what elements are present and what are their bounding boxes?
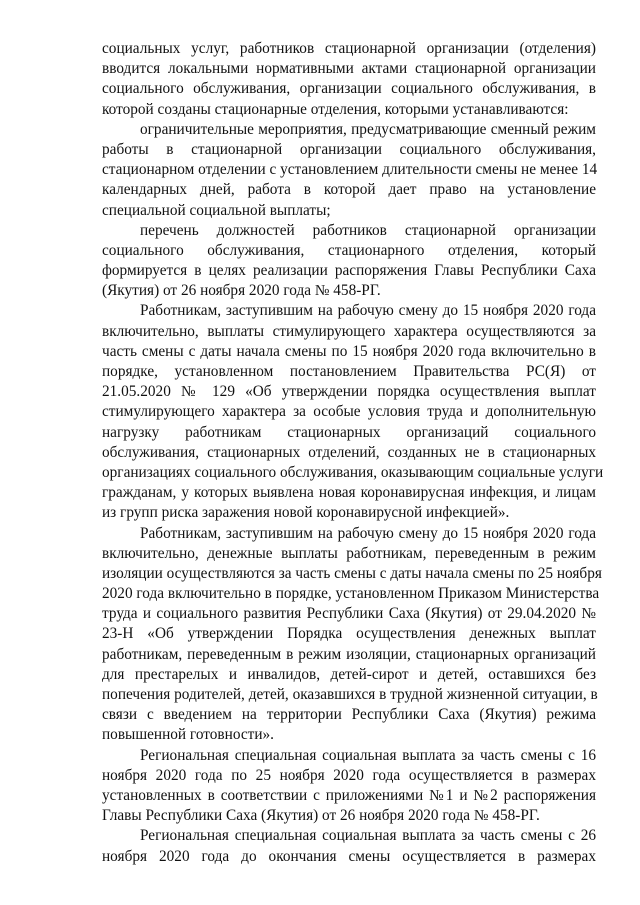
text-line: ограничительные мероприятия, предусматривающие сменный режим (140, 120, 596, 138)
text-line: которой созданы стационарные отделения, которыми устанавливаются: (102, 100, 569, 118)
text-line: перечень должностей работников стационарной организации (140, 221, 596, 239)
text-line: часть смены с даты начала смены по 15 ноября 2020 года включительно в (102, 342, 596, 360)
text-line: работы в стационарной организации социального обслуживания, (102, 140, 596, 158)
text-line: ноября 2020 года до окончания смены осуществляется в размерах (102, 847, 596, 865)
text-line: 23-Н «Об утверждении Порядка осуществления денежных выплат (102, 625, 596, 643)
text-line: из групп риска заражения новой коронавирусной инфекцией». (102, 504, 510, 522)
text-line: 21.05.2020 № 129 «Об утверждении порядка осуществления выплат (102, 383, 596, 401)
paragraph-4 (102, 301, 604, 523)
text-line: включительно, выплаты стимулирующего характера осуществляются за (102, 322, 596, 340)
text-line: нагрузку работникам стационарных организаций социального (102, 423, 596, 441)
text-line: Работникам, заступившим на рабочую смену до 15 ноября 2020 года (140, 302, 596, 320)
text-line: связи с введением на территории Республики Саха (Якутия) режима (102, 706, 596, 724)
paragraph-5 (102, 524, 602, 746)
text-line: (Якутия) от 26 ноября 2020 года № 458-РГ. (102, 282, 381, 300)
text-line: установленных в соответствии с приложениями №1 и №2 распоряжения (102, 786, 596, 804)
text-line: стационарном отделении с установлением длительности смены не менее 14 (102, 161, 598, 179)
text-line: вводится локальными нормативными актами стационарной организации (102, 60, 596, 78)
text-line: социального обслуживания, организации социального обслуживания, в (102, 80, 596, 98)
text-line: попечения родителей, детей, оказавшихся в трудной жизненной ситуации, в (102, 686, 598, 703)
text-line: специальной социальной выплаты; (102, 201, 331, 219)
text-line: организациях социального обслуживания, оказывающим социальные услуги (102, 463, 604, 481)
text-line: Региональная специальная социальная выплата за часть смены с 16 (140, 746, 596, 764)
text-line: для престарелых и инвалидов, детей-сирот и детей, оставшихся без (102, 665, 596, 683)
text-line: труда и социального развития Республики Саха (Якутия) от 29.04.2020 № (102, 605, 596, 623)
text-line: работникам, переведенным в режим изоляции, стационарных организаций (102, 645, 596, 663)
paragraph-2 (102, 120, 596, 221)
paragraph-1 (102, 39, 596, 120)
paragraph-7 (102, 826, 596, 866)
text-line: стимулирующего характера за особые условия труда и дополнительную (102, 403, 596, 421)
text-line: порядке, установленном постановлением Правительства РС(Я) от (102, 363, 596, 380)
text-line: Работникам, заступившим на рабочую смену до 15 ноября 2020 года (140, 524, 596, 542)
paragraph-6 (102, 746, 596, 827)
text-line: включительно, денежные выплаты работникам, переведенным в режим (102, 544, 596, 562)
text-line: гражданам, у которых выявлена новая коронавирусная инфекция, и лицам (102, 484, 596, 502)
text-line: Региональная специальная социальная выплата за часть смены с 26 (140, 827, 596, 845)
text-line: изоляции осуществляются за часть смены с даты начала смены по 25 ноября (102, 564, 602, 582)
text-line: ноября 2020 года по 25 ноября 2020 года осуществляется в размерах (102, 766, 596, 784)
text-line: 2020 года включительно в порядке, установленном Приказом Министерства (102, 585, 600, 603)
text-line: Главы Республики Саха (Якутия) от 26 ноября 2020 года № 458-РГ. (102, 807, 540, 825)
paragraph-3 (102, 221, 596, 302)
text-line: повышенной готовности». (102, 726, 274, 744)
text-line: формируется в целях реализации распоряжения Главы Республики Саха (102, 262, 596, 280)
text-line: социального обслуживания, стационарного отделения, который (102, 241, 596, 259)
text-line: обслуживания, стационарных отделений, созданных не в стационарных (102, 443, 596, 461)
text-line: социальных услуг, работников стационарной организации (отделения) (102, 40, 596, 57)
text-line: календарных дней, работа в которой дает право на установление (102, 181, 596, 199)
